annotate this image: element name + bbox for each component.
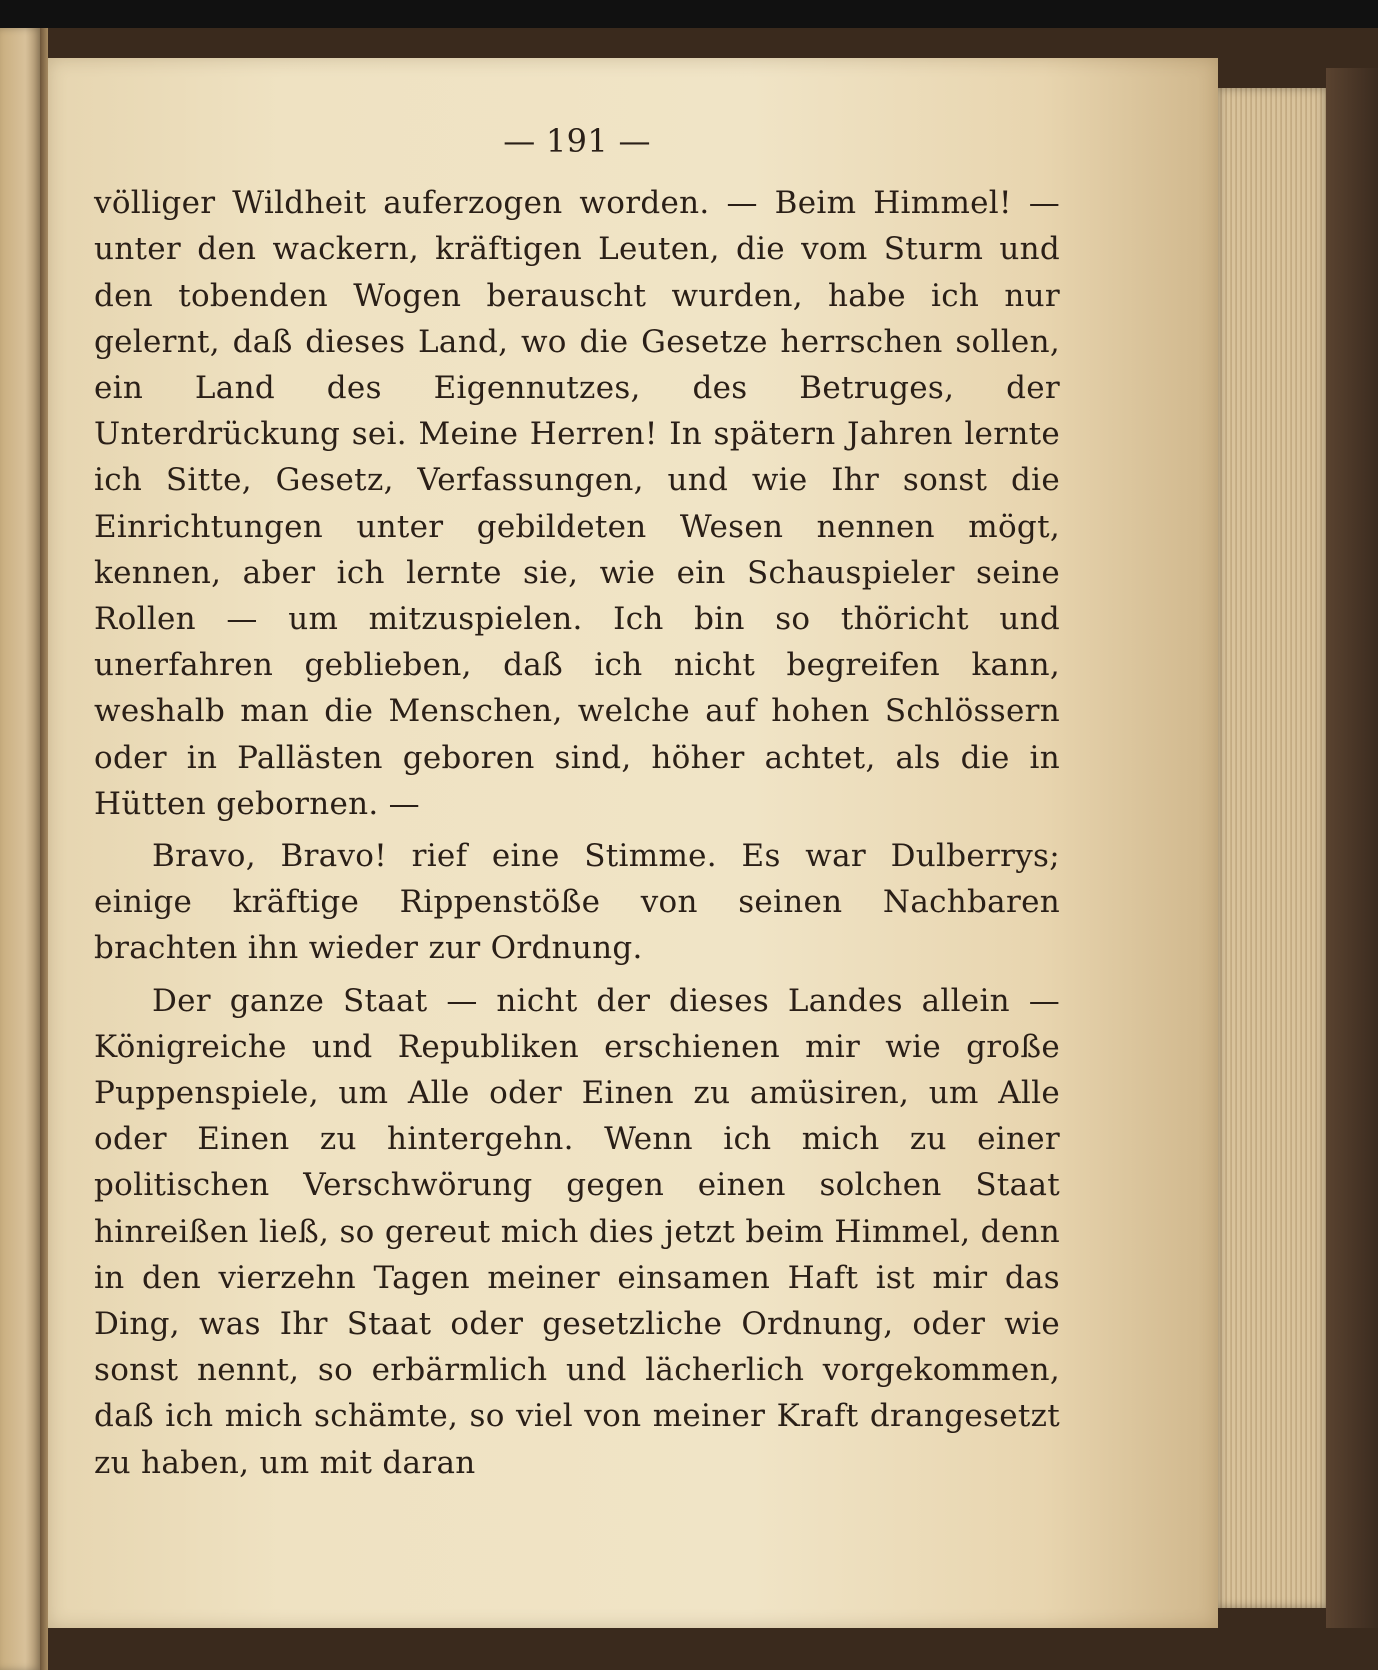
paragraph-1: völliger Wildheit auferzogen worden. — Beim Himmel! — unter den wackern, kräftigen Leuten, die vom Sturm und den tobenden Wogen berauscht wurden, habe ich nur gelernt, daß dieses Land, wo die Gesetze herrschen sollen, ein Land des Eigennutzes, des Betruges, der Unterdrückung sei. Meine Herren! In spätern Jahren lernte ich Sitte, Gesetz, Verfassungen, und wie Ihr sonst die Einrichtungen unter gebildeten Wesen nennen mögt, kennen, aber ich lernte sie, wie ein Schauspieler seine Rollen — um mitzuspielen. Ich bin so thöricht und unerfahren geblieben, daß ich nicht begreifen kann, weshalb man die Menschen, welche auf hohen Schlössern oder in Pallästen geboren sind, höher achtet, als die in Hütten gebornen. —	[94, 185, 1060, 822]
page-number: — 191 —	[503, 122, 651, 160]
page-text-block	[94, 118, 1060, 1486]
book-cover-edge	[1326, 68, 1378, 1628]
paragraph-2: Bravo, Bravo! rief eine Stimme. Es war Dulberrys; einige kräftige Rippenstöße von seinen Nachbaren brachten ihn wieder zur Ordnung.	[94, 838, 1060, 967]
book-gutter	[40, 28, 48, 1670]
paragraph-3: Der ganze Staat — nicht der dieses Landes allein — Königreiche und Republiken erschienen mir wie große Puppenspiele, um Alle oder Einen zu amüsiren, um Alle oder Einen zu hintergehn. Wenn ich mich zu einer politischen Verschwörung gegen einen solchen Staat hinreißen ließ, so gereut mich dies jetzt beim Himmel, denn in den vierzehn Tagen meiner einsamen Haft ist mir das Ding, was Ihr Staat oder gesetzliche Ordnung, oder wie sonst nennt, so erbärmlich und lächerlich vorgekommen, daß ich mich schämte, so viel von meiner Kraft drangesetzt zu haben, um mit daran	[94, 982, 1060, 1481]
page-fore-edge	[1218, 88, 1326, 1608]
left-page-edge	[0, 28, 42, 1670]
